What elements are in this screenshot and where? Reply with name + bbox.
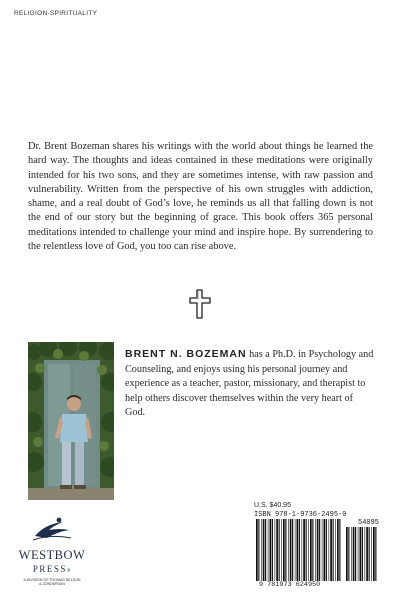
cross-icon (188, 289, 212, 319)
publisher-name: WESTBOW PRESS® (18, 548, 86, 574)
back-cover-blurb: Dr. Brent Bozeman shares his writings with the world about things he learned the hard way. The thoughts and ideas contained in these meditations were originally intended for his two sons, and they are sometimes intense, with raw passion and vulnerability. Written from the perspective of his own struggles with addiction, shame, and a real doubt of God’s love, he reminds us all that falling down is not the end of our story but the beginning of grace. This book offers 365 personal meditations intended to challenge your mind and inspire hope. By surrendering to the relentless love of God, you too can rise above. (28, 141, 373, 253)
publisher-logo (10, 516, 94, 588)
author-bio (125, 347, 375, 421)
barcode-digits: 9 781973 624950 (259, 581, 321, 589)
publisher-tagline-1: A DIVISION OF THOMAS NELSON (23, 578, 81, 582)
author-name: BRENT N. BOZEMAN (125, 348, 247, 360)
price-label: U.S. $40.95 (254, 502, 291, 509)
isbn-label: ISBN 978-1-9736-2495-0 54095 (254, 511, 380, 527)
price-code: 54095 (358, 519, 380, 527)
category-label: RELIGION-SPIRITUALITY (14, 10, 98, 17)
publisher-tagline-2: & ZONDERVAN (39, 582, 65, 587)
westbow-runner-logo (29, 516, 75, 542)
author-photo (28, 342, 114, 500)
author-bio-text: has a Ph.D. in Psychology and Counseling, and enjoys using his personal journey and experience as a teacher, pastor, missionary, and therapist to help others discover themselves within the very heart of God. (125, 349, 374, 419)
